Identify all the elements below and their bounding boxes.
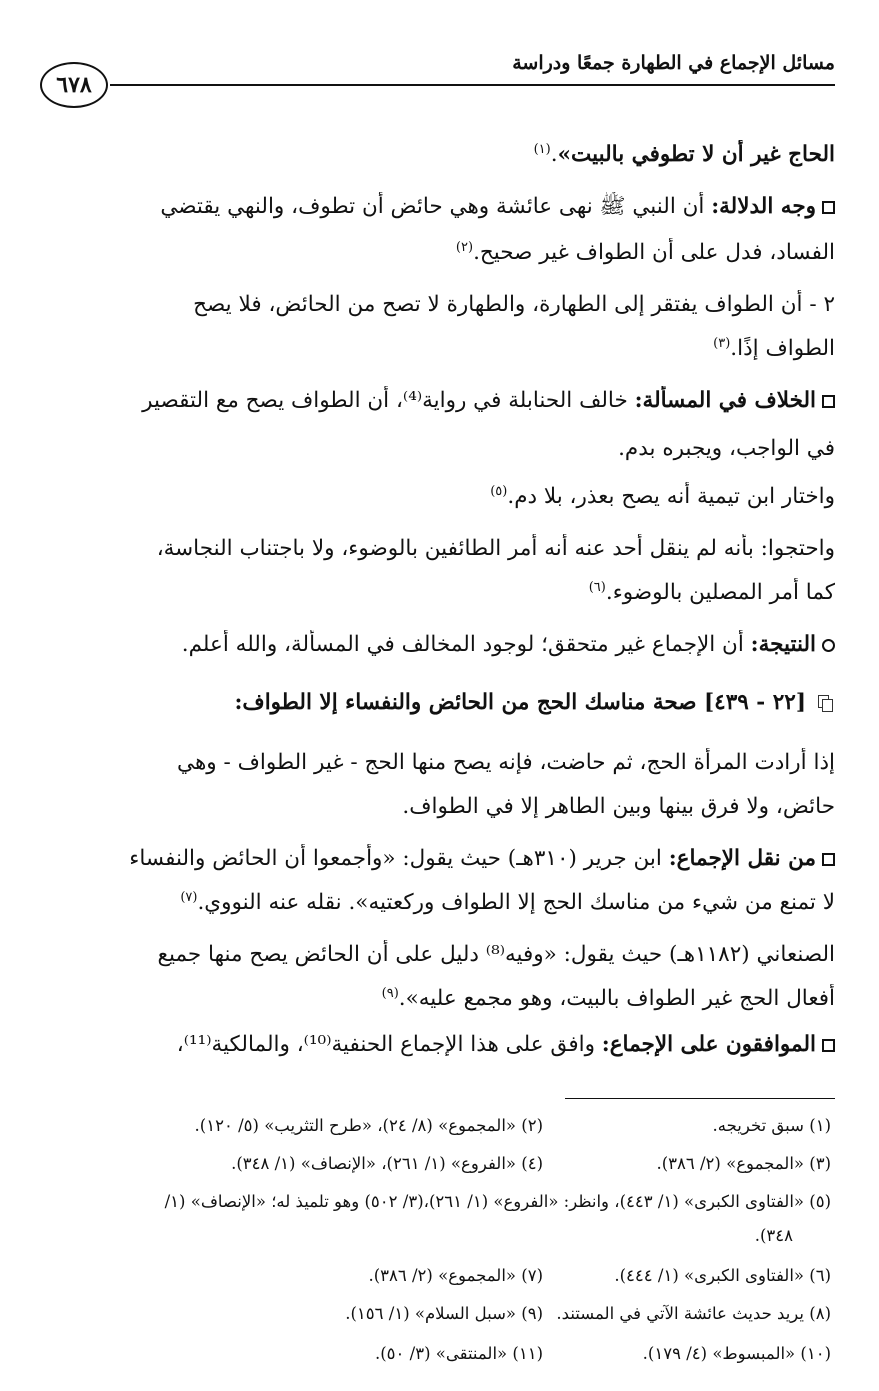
text-line — [44, 386, 835, 416]
line-text: . — [605, 580, 613, 605]
text-line — [44, 482, 835, 512]
line-text: ٢ - أن الطواف يفتقر إلى الطهارة، والطهارة لا تصح من الحائض، فلا يصح — [193, 292, 835, 317]
footnote-separator — [565, 1098, 835, 1099]
footnote-ref: (١) — [533, 141, 551, 157]
text-line — [44, 192, 835, 222]
line-text: وافق على هذا الإجماع الحنفية⁽¹⁰⁾، والمالكية⁽¹¹⁾، — [176, 1032, 602, 1057]
bold-heading: وجه الدلالة: — [711, 194, 816, 219]
line-text: خالف الحنابلة في رواية⁽⁴⁾، أن الطواف يصح مع التقصير — [142, 388, 635, 413]
bold-heading: الحاج غير أن لا تطوفي بالبيت» — [557, 142, 835, 167]
footnote: (١) سبق تخريجه. — [712, 1116, 831, 1135]
footnote: ٣٤٨). — [754, 1226, 793, 1245]
footnote: (٥) «الفتاوى الكبرى» (١/ ٤٤٣)، وانظر: «الفروع» (١/ ٢٦١)،(٣/ ٥٠٢) وهو تلميذ له؛ «الإنصاف» (١/ — [164, 1192, 831, 1211]
line-text: أفعال الحج غير الطواف بالبيت، وهو مجمع عليه» — [405, 986, 835, 1011]
line-text: . — [550, 142, 558, 167]
bold-heading: الخلاف في المسألة: — [634, 388, 816, 413]
text-line — [44, 1030, 835, 1060]
footnote-ref: (٧) — [180, 889, 198, 905]
line-text: . — [473, 240, 480, 265]
text-line — [44, 238, 835, 268]
page-number: ٦٧٨ — [40, 62, 108, 108]
bold-heading: النتيجة: — [750, 632, 816, 657]
line-text: . — [398, 986, 406, 1011]
square-bullet-icon — [822, 853, 835, 866]
text-line — [44, 984, 835, 1014]
bold-heading: [٢٢ - ٤٣٩] صحة مناسك الحج من الحائض والنفساء إلا الطواف: — [234, 690, 806, 715]
line-text: ابن جرير (٣١٠هـ) حيث يقول: «وأجمعوا أن الحائض والنفساء — [129, 846, 669, 871]
text-line — [44, 334, 835, 364]
line-text: في الواجب، ويجبره بدم. — [618, 436, 835, 461]
text-line — [44, 630, 835, 660]
square-bullet-icon — [822, 201, 835, 214]
text-line — [44, 578, 835, 608]
circle-bullet-icon — [822, 639, 835, 652]
line-text: أن الإجماع غير متحقق؛ لوجود المخالف في المسألة، والله أعلم. — [181, 632, 751, 657]
footnote: (٢) «المجموع» (٨/ ٢٤)، «طرح التثريب» (٥/ ١٢٠). — [194, 1116, 543, 1135]
footnote-ref: (٢) — [455, 239, 474, 255]
running-header-title: مسائل الإجماع في الطهارة جمعًا ودراسة — [512, 52, 835, 74]
bold-heading: الموافقون على الإجماع: — [601, 1032, 816, 1057]
bold-heading: من نقل الإجماع: — [668, 846, 816, 871]
square-bullet-icon — [822, 1039, 835, 1052]
line-text: أن النبي ﷺ نهى عائشة وهي حائض أن تطوف، والنهي يقتضي — [160, 194, 712, 219]
text-line — [44, 290, 835, 320]
line-text: . — [730, 336, 738, 361]
text-line — [44, 748, 835, 778]
line-text: إذا أرادت المرأة الحج، ثم حاضت، فإنه يصح منها الحج - غير الطواف - وهي — [177, 750, 835, 775]
text-line — [44, 688, 835, 718]
footnote-ref: (٩) — [381, 985, 399, 1001]
line-text: واحتجوا: بأنه لم ينقل أحد عنه أنه أمر الطائفين بالوضوء، ولا باجتناب النجاسة، — [156, 536, 835, 561]
header-rule — [110, 84, 835, 86]
line-text: لا تمنع من شيء من مناسك الحج إلا الطواف وركعتيه». نقله عنه النووي — [204, 890, 835, 915]
text-line — [44, 534, 835, 564]
footnote: (٣) «المجموع» (٢/ ٣٨٦). — [656, 1154, 831, 1173]
square-bullet-icon — [822, 395, 835, 408]
footnote-ref: (٣) — [713, 335, 731, 351]
text-line — [44, 844, 835, 874]
line-text: الطواف إذًا — [737, 336, 835, 361]
footnote-ref: (٥) — [490, 483, 508, 499]
text-line — [44, 940, 835, 970]
footnote: (٧) «المجموع» (٢/ ٣٨٦). — [368, 1266, 543, 1285]
footnote: (٤) «الفروع» (١/ ٢٦١)، «الإنصاف» (١/ ٣٤٨). — [231, 1154, 543, 1173]
text-line — [44, 140, 835, 170]
footnote: (١٠) «المبسوط» (٤/ ١٧٩). — [642, 1344, 831, 1363]
line-text: الصنعاني (١١٨٢هـ) حيث يقول: «وفيه⁽⁸⁾ دليل على أن الحائض يصح منها جميع — [157, 942, 835, 967]
text-line — [44, 434, 835, 464]
line-text: الفساد، فدل على أن الطواف غير صحيح — [479, 240, 835, 265]
footnote: (٦) «الفتاوى الكبرى» (١/ ٤٤٤). — [614, 1266, 831, 1285]
text-line — [44, 888, 835, 918]
line-text: . — [507, 484, 515, 509]
line-text: واختار ابن تيمية أنه يصح بعذر، بلا دم — [514, 484, 835, 509]
footnote-ref: (٦) — [588, 579, 606, 595]
footnote: (٩) «سبل السلام» (١/ ١٥٦). — [345, 1304, 543, 1323]
line-text: كما أمر المصلين بالوضوء — [612, 580, 835, 605]
line-text: . — [197, 890, 205, 915]
line-text: حائض، ولا فرق بينها وبين الطاهر إلا في الطواف. — [402, 794, 835, 819]
footnote: (٨) يريد حديث عائشة الآتي في المستند. — [556, 1304, 831, 1323]
documents-icon — [818, 695, 835, 712]
footnote: (١١) «المنتقى» (٣/ ٥٠). — [374, 1344, 543, 1363]
text-line — [44, 792, 835, 822]
